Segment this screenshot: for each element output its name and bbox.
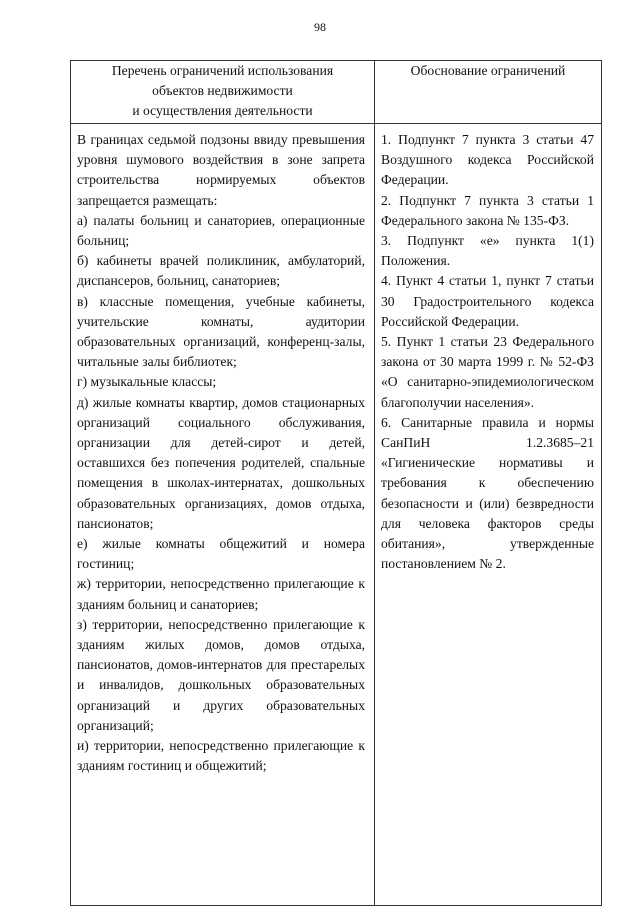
restriction-item: а) палаты больниц и санаториев, операционные больниц; (77, 212, 365, 249)
justification-item: 5. Пункт 1 статьи 23 Федерального закона от 30 марта 1999 г. № 52-ФЗ «О санитарно-эпидемиологическом благополучии населения». (381, 334, 594, 410)
restriction-item: д) жилые комнаты квартир, домов стационарных организаций социального обслуживания, организации для детей-сирот и детей, оставшихся без попечения родителей, спальные помещения в школах-интернатах, дошкольных образовательных организациях, домов отдыха, пансионатов; (77, 394, 365, 531)
restriction-item: и) территории, непосредственно прилегающие к зданиям гостиниц и общежитий; (77, 738, 365, 774)
page-number: 98 (314, 20, 326, 34)
header-restrictions-list (71, 61, 375, 124)
justification-item: 1. Подпункт 7 пункта 3 статьи 47 Воздушного кодекса Российской Федерации. (381, 132, 594, 188)
restriction-item: е) жилые комнаты общежитий и номера гостиниц; (77, 536, 365, 572)
restriction-item: г) музыкальные классы; (77, 374, 217, 390)
table-row (71, 124, 602, 906)
restriction-item: в) классные помещения, учебные кабинеты, учительские комнаты, аудитории образовательных организаций, конференц-залы, читальные залы библиотек; (77, 293, 365, 370)
justification-item: 2. Подпункт 7 пункта 3 статьи 1 Федерального закона № 135-ФЗ. (381, 192, 594, 228)
header-line: Перечень ограничений использования (111, 63, 334, 78)
restriction-item: з) территории, непосредственно прилегающие к зданиям жилых домов, домов отдыха, пансионатов, домов-интернатов для престарелых и инвалидов, дошкольных образовательных организаций и других образовательных организаций; (77, 616, 365, 733)
restrictions-table (70, 60, 602, 906)
justification-item: 6. Санитарные правила и нормы СанПиН 1.2.3685–21 «Гигиенические нормативы и требования к обеспечению безопасности и (или) безвредности для человека факторов среды обитания», утвержденные постановлением № 2. (381, 414, 594, 572)
justification-item: 3. Подпункт «е» пункта 1(1) Положения. (381, 233, 594, 269)
justification-item: 4. Пункт 4 статьи 1, пункт 7 статьи 30 Градостроительного кодекса Российской Федерации. (381, 273, 594, 329)
restriction-item: б) кабинеты врачей поликлиник, амбулаторий, диспансеров, больниц, санаториев; (77, 253, 365, 289)
justification-cell (375, 124, 602, 906)
restriction-item: ж) территории, непосредственно прилегающие к зданиям больниц и санаториев; (77, 576, 365, 612)
header-line: объектов недвижимости (152, 83, 293, 98)
restriction-paragraph: В границах седьмой подзоны ввиду превышения уровня шумового воздействия в зоне запрета строительства нормируемых объектов запрещается размещать: (77, 132, 365, 208)
restrictions-cell (71, 124, 375, 906)
header-justification: Обоснование ограничений (375, 61, 602, 124)
table-header-row (71, 61, 602, 124)
header-line: и осуществления деятельности (132, 103, 313, 118)
